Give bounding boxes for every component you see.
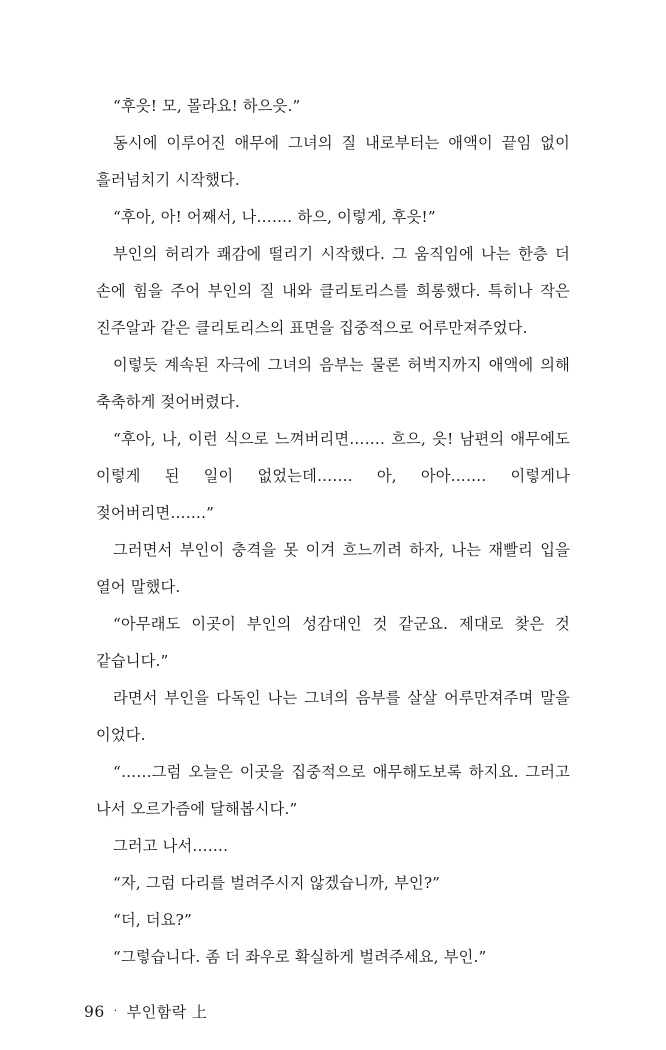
- paragraph: 이렇듯 계속된 자극에 그녀의 음부는 물론 허벅지까지 애액에 의해 축축하게 젖어버렸다.: [96, 356, 570, 411]
- paragraph: 라면서 부인을 다독인 나는 그녀의 음부를 살살 어루만져주며 말을 이었다.: [96, 689, 570, 744]
- paragraph: 동시에 이루어진 애무에 그녀의 질 내로부터는 애액이 끝임 없이 흘러넘치기 시작했다.: [96, 134, 570, 189]
- footer-separator-dot: ·: [113, 1004, 118, 1017]
- paragraph: “후읏! 모, 몰라요! 하으읏.”: [113, 97, 301, 115]
- paragraph: “자, 그럼 다리를 벌려주시지 않겠습니까, 부인?”: [113, 874, 441, 892]
- paragraph: “……그럼 오늘은 이곳을 집중적으로 애무해도보록 하지요. 그러고 나서 오르가즘에 달해봅시다.”: [96, 763, 570, 818]
- paragraph: “후아, 나, 이런 식으로 느껴버리면……. 흐으, 읏! 남편의 애무에도 이렇게 된 일이 없었는데……. 아, 아아……. 이렇게나 젖어버리면…….”: [96, 430, 570, 522]
- paragraph: 그러고 나서…….: [113, 837, 229, 855]
- paragraph: “더, 더요?”: [113, 911, 192, 929]
- paragraph: “아무래도 이곳이 부인의 성감대인 것 같군요. 제대로 찾은 것 같습니다.”: [96, 615, 570, 670]
- page-number: 96: [84, 1003, 105, 1021]
- paragraph: 그러면서 부인이 충격을 못 이겨 흐느끼려 하자, 나는 재빨리 입을 열어 말했다.: [96, 541, 570, 596]
- paragraph: “그렇습니다. 좀 더 좌우로 확실하게 벌려주세요, 부인.”: [113, 948, 487, 966]
- page-body: [96, 88, 570, 976]
- paragraph: 부인의 허리가 쾌감에 떨리기 시작했다. 그 움직임에 나는 한층 더 손에 힘을 주어 부인의 질 내와 클리토리스를 희롱했다. 특히나 작은 진주알과 같은 클리토리스의 표면을 집중적으로 어루만져주었다.: [96, 245, 570, 337]
- book-title: 부인함락 上: [126, 1003, 208, 1021]
- paragraph: “후아, 아! 어째서, 나……. 하으, 이렇게, 후읏!”: [113, 208, 436, 226]
- page-footer: [84, 1001, 207, 1022]
